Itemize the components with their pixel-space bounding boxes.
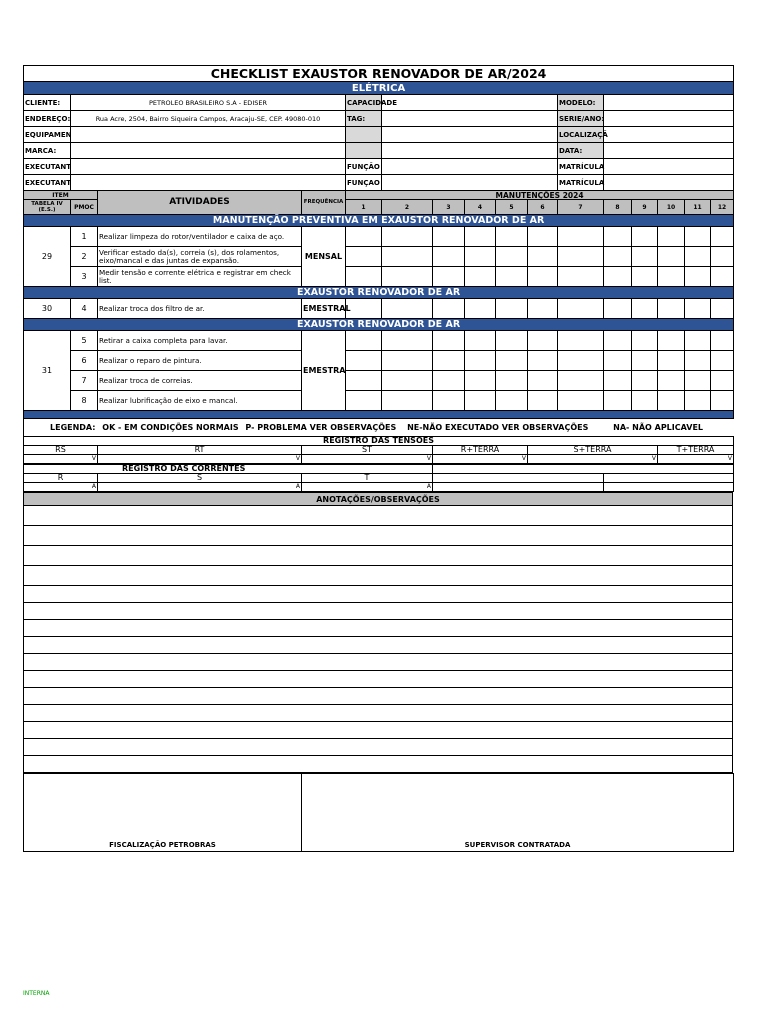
frequency-cell: EMESTRA (302, 331, 346, 411)
month-header: 3 (433, 200, 465, 215)
blank-gray-cell (346, 127, 382, 143)
month-cell[interactable] (346, 371, 382, 391)
observacao-line[interactable] (24, 705, 733, 722)
month-header: 7 (558, 200, 604, 215)
month-cell[interactable] (528, 227, 558, 247)
funcao2-field[interactable] (382, 175, 558, 191)
month-header: 10 (658, 200, 685, 215)
legend-label: LEGENDA: (50, 422, 96, 432)
month-cell[interactable] (528, 391, 558, 411)
executante1-label: EXECUTANT (24, 159, 71, 175)
tensao-value-field[interactable]: V (98, 455, 302, 464)
month-cell[interactable] (558, 299, 604, 319)
month-cell[interactable] (685, 331, 711, 351)
month-cell[interactable] (604, 331, 632, 351)
endereco-label: ENDEREÇO: (24, 111, 71, 127)
marca-extra-field[interactable] (382, 143, 558, 159)
pmoc-number: 6 (71, 351, 98, 371)
month-header: 6 (528, 200, 558, 215)
month-cell[interactable] (382, 299, 433, 319)
month-cell[interactable] (465, 331, 496, 351)
serie-label: SERIE/ANO: (558, 111, 604, 127)
month-cell[interactable] (433, 351, 465, 371)
month-header: 4 (465, 200, 496, 215)
funcao2-label: FUNÇAO (346, 175, 382, 191)
month-cell[interactable] (433, 371, 465, 391)
endereco-value: Rua Acre, 2504, Bairro Siqueira Campos, Aracaju-SE, CEP. 49080-010 (71, 111, 346, 127)
pmoc-number: 1 (71, 227, 98, 247)
atividades-header: ATIVIDADES (98, 191, 302, 215)
month-cell[interactable] (346, 247, 382, 267)
month-cell[interactable] (496, 331, 528, 351)
month-cell[interactable] (382, 247, 433, 267)
observacoes-table (23, 492, 733, 773)
activity-text: Verificar estado da(s), correia (s), dos rolamentos, eixo/mancal e das juntas de expansão. (98, 247, 302, 267)
month-cell[interactable] (346, 267, 382, 287)
observacao-line[interactable] (24, 603, 733, 620)
observacao-line[interactable] (24, 756, 733, 773)
month-cell[interactable] (346, 299, 382, 319)
month-cell[interactable] (528, 267, 558, 287)
month-cell[interactable] (496, 299, 528, 319)
tensao-value-field[interactable]: V (302, 455, 433, 464)
month-header: 11 (685, 200, 711, 215)
month-cell[interactable] (711, 299, 734, 319)
corrente-value-field[interactable]: A (302, 483, 433, 492)
manutencoes-header: MANUTENÇÕES 2024 (346, 191, 734, 200)
tensao-value-field[interactable]: V (658, 455, 734, 464)
localizacao-field[interactable] (604, 127, 734, 143)
tensao-value-field[interactable]: V (528, 455, 658, 464)
month-cell[interactable] (382, 331, 433, 351)
corrente-col-header: S (98, 474, 302, 483)
data-label: DATA: (558, 143, 604, 159)
pmoc-number: 5 (71, 331, 98, 351)
month-cell[interactable] (685, 371, 711, 391)
month-cell[interactable] (465, 371, 496, 391)
month-cell[interactable] (632, 247, 658, 267)
month-cell[interactable] (433, 391, 465, 411)
month-cell[interactable] (465, 247, 496, 267)
month-cell[interactable] (496, 371, 528, 391)
activity-text: Realizar lubrificação de eixo e mancal. (98, 391, 302, 411)
month-cell[interactable] (433, 299, 465, 319)
month-cell[interactable] (711, 267, 734, 287)
month-cell[interactable] (558, 351, 604, 371)
tensao-value-field[interactable]: V (24, 455, 98, 464)
month-cell[interactable] (658, 227, 685, 247)
equipamento-label: EQUIPAMEN (24, 127, 71, 143)
legend-ne: NE-NÃO EXECUTADO VER OBSERVAÇÕES (407, 422, 589, 432)
blank-cell (604, 483, 734, 492)
month-header: 9 (632, 200, 658, 215)
month-cell[interactable] (711, 351, 734, 371)
header-table (23, 65, 734, 419)
month-cell[interactable] (558, 247, 604, 267)
month-header: 2 (382, 200, 433, 215)
month-cell[interactable] (658, 267, 685, 287)
month-cell[interactable] (632, 391, 658, 411)
modelo-field[interactable] (604, 95, 734, 111)
observacoes-title: ANOTAÇÕES/OBSERVAÇÕES (24, 493, 733, 506)
tensao-value-field[interactable]: V (433, 455, 528, 464)
month-cell[interactable] (346, 391, 382, 411)
legend-ok: OK - EM CONDIÇÕES NORMAIS (102, 422, 239, 432)
month-cell[interactable] (528, 351, 558, 371)
month-cell[interactable] (558, 391, 604, 411)
month-cell[interactable] (382, 227, 433, 247)
blank-gray-cell (346, 143, 382, 159)
equipamento-field[interactable] (71, 127, 346, 143)
corrente-value-field[interactable]: A (24, 483, 98, 492)
observacao-line[interactable] (24, 739, 733, 756)
month-cell[interactable] (465, 391, 496, 411)
month-cell[interactable] (685, 227, 711, 247)
activity-text: Retirar a caixa completa para lavar. (98, 331, 302, 351)
frequency-cell: EMESTRAL (302, 299, 346, 319)
corrente-col-header: R (24, 474, 98, 483)
item-number: 31 (24, 331, 71, 411)
tensao-col-header: T+TERRA (658, 446, 734, 455)
month-cell[interactable] (711, 371, 734, 391)
month-cell[interactable] (632, 351, 658, 371)
month-cell[interactable] (433, 331, 465, 351)
tensao-col-header: RT (98, 446, 302, 455)
month-cell[interactable] (711, 331, 734, 351)
marca-field[interactable] (71, 143, 346, 159)
month-cell[interactable] (346, 227, 382, 247)
checklist-sheet (23, 65, 733, 852)
signature-fiscalizacao[interactable]: FISCALIZAÇÃO PETROBRAS (24, 774, 302, 852)
month-cell[interactable] (558, 267, 604, 287)
tensao-col-header: ST (302, 446, 433, 455)
month-cell[interactable] (496, 247, 528, 267)
executante1-field[interactable] (71, 159, 346, 175)
pmoc-number: 3 (71, 267, 98, 287)
tag-label: TAG: (346, 111, 382, 127)
marca-label: MARCA: (24, 143, 71, 159)
legend-p: P- PROBLEMA VER OBSERVAÇÕES (245, 422, 397, 432)
pmoc-number: 7 (71, 371, 98, 391)
pmoc-number: 8 (71, 391, 98, 411)
month-cell[interactable] (604, 371, 632, 391)
observacao-line[interactable] (24, 637, 733, 654)
observacao-line[interactable] (24, 526, 733, 546)
signature-supervisor[interactable]: SUPERVISOR CONTRATADA (302, 774, 734, 852)
tag-field[interactable] (382, 111, 558, 127)
matricula1-field[interactable] (604, 159, 734, 175)
month-cell[interactable] (465, 267, 496, 287)
observacao-line[interactable] (24, 671, 733, 688)
month-cell[interactable] (465, 299, 496, 319)
activity-text: Realizar troca de correias. (98, 371, 302, 391)
classification-footer: INTERNA (23, 990, 50, 997)
month-cell[interactable] (632, 227, 658, 247)
tensoes-title: REGISTRO DAS TENSOES (24, 437, 734, 446)
month-cell[interactable] (632, 267, 658, 287)
matricula2-label: MATRÍCULA (558, 175, 604, 191)
month-cell[interactable] (433, 267, 465, 287)
group-band: EXAUSTOR RENOVADOR DE AR (24, 319, 734, 331)
correntes-title: REGISTRO DAS CORRENTES (24, 465, 433, 474)
legend-table (23, 419, 733, 436)
data-field[interactable] (604, 143, 734, 159)
localizacao-label: LOCALIZAÇÃ (558, 127, 604, 143)
capacidade-label: CAPACIDADE (346, 95, 382, 111)
blank-cell (433, 465, 734, 474)
funcao1-field[interactable] (382, 159, 558, 175)
month-cell[interactable] (632, 299, 658, 319)
group-band: EXAUSTOR RENOVADOR DE AR (24, 287, 734, 299)
corrente-col-header: T (302, 474, 433, 483)
month-cell[interactable] (496, 267, 528, 287)
matricula1-label: MATRÍCULA (558, 159, 604, 175)
item-number: 30 (24, 299, 71, 319)
month-cell[interactable] (346, 351, 382, 371)
month-cell[interactable] (465, 351, 496, 371)
blank-cell (433, 474, 604, 483)
month-cell[interactable] (711, 227, 734, 247)
blank-cell (604, 474, 734, 483)
month-cell[interactable] (382, 351, 433, 371)
month-cell[interactable] (528, 299, 558, 319)
month-cell[interactable] (685, 247, 711, 267)
month-cell[interactable] (496, 391, 528, 411)
month-cell[interactable] (658, 371, 685, 391)
month-cell[interactable] (433, 227, 465, 247)
pmoc-number: 2 (71, 247, 98, 267)
month-cell[interactable] (604, 299, 632, 319)
modelo-label: MODELO: (558, 95, 604, 111)
matricula2-field[interactable] (604, 175, 734, 191)
month-cell[interactable] (382, 371, 433, 391)
correntes-table (23, 464, 734, 492)
tensoes-table (23, 436, 734, 464)
month-cell[interactable] (382, 391, 433, 411)
frequencia-header: FREQUÊNCIA (302, 191, 346, 215)
serie-field[interactable] (604, 111, 734, 127)
blank-cell (433, 483, 604, 492)
pmoc-number: 4 (71, 299, 98, 319)
activity-text: Realizar troca dos filtro de ar. (98, 299, 302, 319)
month-cell[interactable] (604, 227, 632, 247)
month-cell[interactable] (346, 331, 382, 351)
frequency-cell: MENSAL (302, 227, 346, 287)
tensao-col-header: R+TERRA (433, 446, 528, 455)
observacao-line[interactable] (24, 566, 733, 586)
section-band: ELÉTRICA (24, 82, 734, 95)
month-cell[interactable] (558, 331, 604, 351)
item-number: 29 (24, 227, 71, 287)
month-cell[interactable] (685, 267, 711, 287)
cliente-label: CLIENTE: (24, 95, 71, 111)
executante2-field[interactable] (71, 175, 346, 191)
executante2-label: EXECUTANT (24, 175, 71, 191)
corrente-value-field[interactable]: A (98, 483, 302, 492)
month-cell[interactable] (433, 247, 465, 267)
item-header: ITEM (24, 191, 98, 200)
observacao-line[interactable] (24, 620, 733, 637)
observacao-line[interactable] (24, 546, 733, 566)
tensao-col-header: S+TERRA (528, 446, 658, 455)
funcao1-label: FUNÇÃO (346, 159, 382, 175)
month-header: 12 (711, 200, 734, 215)
observacao-line[interactable] (24, 722, 733, 739)
cliente-value: PETROLEO BRASILEIRO S.A - EDISER (71, 95, 346, 111)
month-cell[interactable] (528, 371, 558, 391)
month-cell[interactable] (604, 247, 632, 267)
month-cell[interactable] (528, 247, 558, 267)
month-cell[interactable] (465, 227, 496, 247)
month-cell[interactable] (558, 371, 604, 391)
month-cell[interactable] (496, 351, 528, 371)
observacao-line[interactable] (24, 506, 733, 526)
month-cell[interactable] (711, 247, 734, 267)
capacidade-field[interactable] (382, 95, 558, 111)
month-cell[interactable] (658, 247, 685, 267)
month-header: 8 (604, 200, 632, 215)
legend-na: NA- NÃO APLICAVEL (613, 422, 704, 432)
month-cell[interactable] (632, 371, 658, 391)
month-cell[interactable] (685, 351, 711, 371)
month-cell[interactable] (496, 227, 528, 247)
observacao-line[interactable] (24, 688, 733, 705)
month-cell[interactable] (604, 267, 632, 287)
month-cell[interactable] (632, 331, 658, 351)
month-header: 1 (346, 200, 382, 215)
month-cell[interactable] (711, 391, 734, 411)
activity-text: Realizar limpeza do rotor/ventilador e caixa de aço. (98, 227, 302, 247)
month-cell[interactable] (685, 299, 711, 319)
observacao-line[interactable] (24, 654, 733, 671)
observacao-line[interactable] (24, 586, 733, 603)
group-band: MANUTENÇÃO PREVENTIVA EM EXAUSTOR RENOVADOR DE AR (24, 215, 734, 227)
equipamento-extra-field[interactable] (382, 127, 558, 143)
pmoc-header: PMOC (71, 200, 98, 215)
month-cell[interactable] (658, 351, 685, 371)
month-cell[interactable] (658, 331, 685, 351)
month-cell[interactable] (658, 391, 685, 411)
month-cell[interactable] (604, 391, 632, 411)
month-cell[interactable] (604, 351, 632, 371)
month-cell[interactable] (558, 227, 604, 247)
tabela-header: TABELA IV (E.S.) (24, 200, 71, 215)
month-cell[interactable] (382, 267, 433, 287)
month-cell[interactable] (658, 299, 685, 319)
activity-text: Realizar o reparo de pintura. (98, 351, 302, 371)
month-cell[interactable] (685, 391, 711, 411)
page-title: CHECKLIST EXAUSTOR RENOVADOR DE AR/2024 (24, 66, 734, 82)
month-cell[interactable] (528, 331, 558, 351)
month-header: 5 (496, 200, 528, 215)
activity-text: Medir tensão e corrente elétrica e registrar em check list. (98, 267, 302, 287)
signature-table (23, 773, 734, 852)
spacer-band (24, 411, 734, 419)
tensao-col-header: RS (24, 446, 98, 455)
